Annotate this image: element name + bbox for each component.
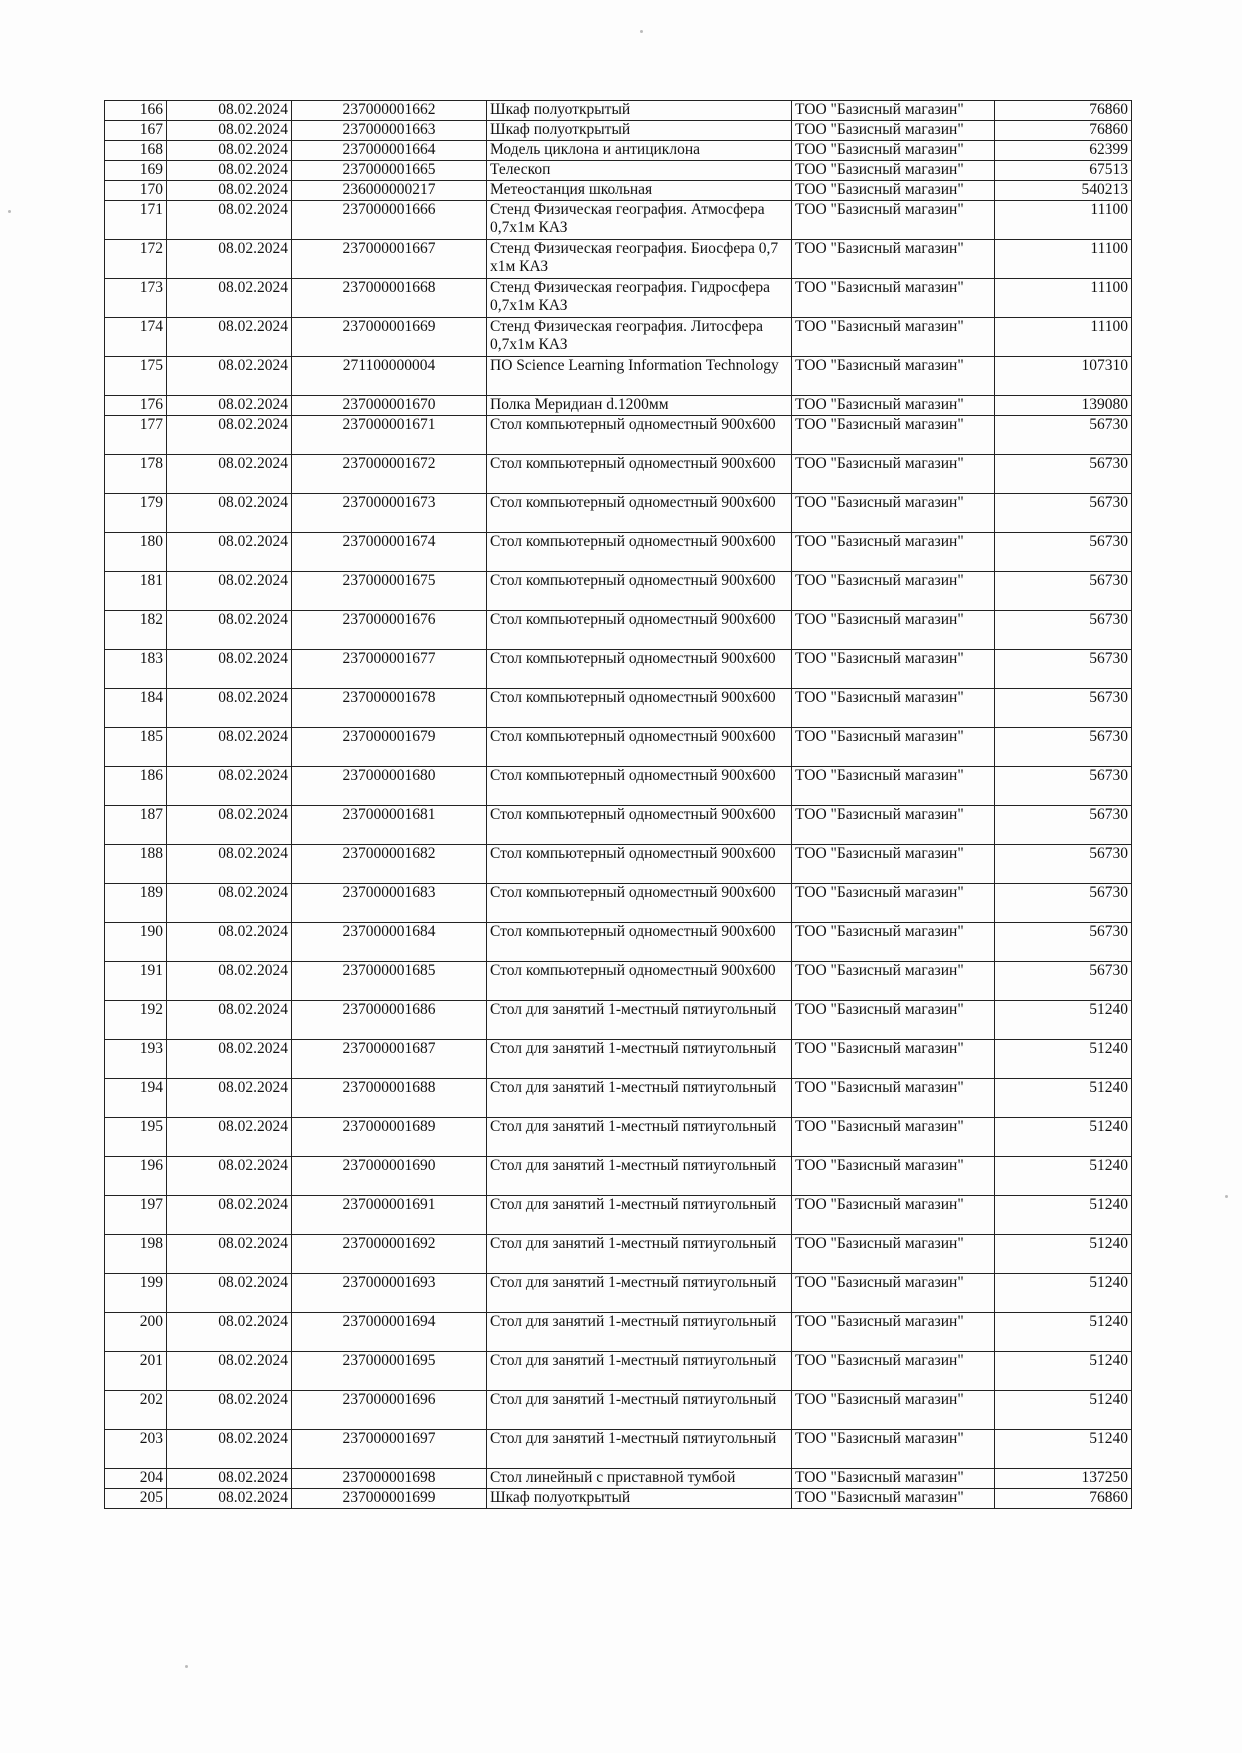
- inventory-number: 237000001681: [292, 806, 487, 845]
- row-date: 08.02.2024: [167, 1489, 292, 1509]
- scan-speck: [8, 210, 11, 213]
- item-amount: 51240: [995, 1040, 1132, 1079]
- inventory-number: 237000001694: [292, 1313, 487, 1352]
- row-number: 200: [105, 1313, 167, 1352]
- inventory-number: 237000001672: [292, 455, 487, 494]
- supplier-name: ТОО "Базисный магазин": [792, 1079, 995, 1118]
- item-amount: 56730: [995, 923, 1132, 962]
- table-row: [105, 318, 1132, 357]
- table-row: [105, 728, 1132, 767]
- table-row: [105, 962, 1132, 1001]
- item-name: Стол компьютерный одноместный 900x600: [487, 923, 792, 962]
- item-amount: 56730: [995, 962, 1132, 1001]
- supplier-name: ТОО "Базисный магазин": [792, 101, 995, 121]
- item-name: Стол компьютерный одноместный 900x600: [487, 533, 792, 572]
- supplier-name: ТОО "Базисный магазин": [792, 1001, 995, 1040]
- row-number: 189: [105, 884, 167, 923]
- row-date: 08.02.2024: [167, 533, 292, 572]
- item-name: Стол компьютерный одноместный 900x600: [487, 884, 792, 923]
- inventory-number: 237000001665: [292, 161, 487, 181]
- supplier-name: ТОО "Базисный магазин": [792, 1040, 995, 1079]
- inventory-number: 237000001699: [292, 1489, 487, 1509]
- item-name: Стол для занятий 1-местный пятиугольный: [487, 1118, 792, 1157]
- supplier-name: ТОО "Базисный магазин": [792, 923, 995, 962]
- table-row: [105, 1235, 1132, 1274]
- supplier-name: ТОО "Базисный магазин": [792, 161, 995, 181]
- item-name: Стол для занятий 1-местный пятиугольный: [487, 1352, 792, 1391]
- item-name: Метеостанция школьная: [487, 181, 792, 201]
- row-date: 08.02.2024: [167, 1196, 292, 1235]
- row-number: 181: [105, 572, 167, 611]
- inventory-number: 237000001671: [292, 416, 487, 455]
- table-row: [105, 1391, 1132, 1430]
- row-number: 169: [105, 161, 167, 181]
- inventory-number: 237000001667: [292, 240, 487, 279]
- item-name: Стол для занятий 1-местный пятиугольный: [487, 1430, 792, 1469]
- table-row: [105, 396, 1132, 416]
- item-name: Стенд Физическая география. Атмосфера 0,7x1м КАЗ: [487, 201, 792, 240]
- row-date: 08.02.2024: [167, 240, 292, 279]
- supplier-name: ТОО "Базисный магазин": [792, 689, 995, 728]
- supplier-name: ТОО "Базисный магазин": [792, 1352, 995, 1391]
- inventory-number: 237000001698: [292, 1469, 487, 1489]
- row-date: 08.02.2024: [167, 1274, 292, 1313]
- item-name: Шкаф полуоткрытый: [487, 101, 792, 121]
- row-number: 171: [105, 201, 167, 240]
- item-amount: 76860: [995, 121, 1132, 141]
- item-name: Стол компьютерный одноместный 900x600: [487, 416, 792, 455]
- inventory-number: 237000001676: [292, 611, 487, 650]
- table-row: [105, 1489, 1132, 1509]
- item-amount: 51240: [995, 1118, 1132, 1157]
- row-date: 08.02.2024: [167, 1469, 292, 1489]
- item-amount: 51240: [995, 1313, 1132, 1352]
- item-name: Стол компьютерный одноместный 900x600: [487, 572, 792, 611]
- row-date: 08.02.2024: [167, 650, 292, 689]
- item-amount: 51240: [995, 1001, 1132, 1040]
- row-number: 182: [105, 611, 167, 650]
- item-name: Шкаф полуоткрытый: [487, 121, 792, 141]
- supplier-name: ТОО "Базисный магазин": [792, 455, 995, 494]
- supplier-name: ТОО "Базисный магазин": [792, 767, 995, 806]
- row-number: 201: [105, 1352, 167, 1391]
- row-date: 08.02.2024: [167, 181, 292, 201]
- item-name: Модель циклона и антициклона: [487, 141, 792, 161]
- row-number: 178: [105, 455, 167, 494]
- table-row: [105, 416, 1132, 455]
- row-number: 196: [105, 1157, 167, 1196]
- table-row: [105, 494, 1132, 533]
- row-number: 197: [105, 1196, 167, 1235]
- table-row: [105, 611, 1132, 650]
- item-amount: 540213: [995, 181, 1132, 201]
- item-amount: 56730: [995, 884, 1132, 923]
- item-name: Стол компьютерный одноместный 900x600: [487, 689, 792, 728]
- item-name: Стол компьютерный одноместный 900x600: [487, 650, 792, 689]
- table-row: [105, 1274, 1132, 1313]
- table-row: [105, 533, 1132, 572]
- item-amount: 56730: [995, 533, 1132, 572]
- supplier-name: ТОО "Базисный магазин": [792, 1235, 995, 1274]
- table-row: [105, 923, 1132, 962]
- item-name: Стол для занятий 1-местный пятиугольный: [487, 1313, 792, 1352]
- item-name: Стол компьютерный одноместный 900x600: [487, 728, 792, 767]
- supplier-name: ТОО "Базисный магазин": [792, 1391, 995, 1430]
- item-amount: 56730: [995, 611, 1132, 650]
- item-name: Стол компьютерный одноместный 900x600: [487, 494, 792, 533]
- inventory-number: 237000001686: [292, 1001, 487, 1040]
- table-row: [105, 455, 1132, 494]
- supplier-name: ТОО "Базисный магазин": [792, 884, 995, 923]
- item-name: Стенд Физическая география. Биосфера 0,7 x1м КАЗ: [487, 240, 792, 279]
- table-row: [105, 141, 1132, 161]
- item-amount: 11100: [995, 240, 1132, 279]
- supplier-name: ТОО "Базисный магазин": [792, 1469, 995, 1489]
- row-number: 187: [105, 806, 167, 845]
- row-number: 186: [105, 767, 167, 806]
- row-number: 168: [105, 141, 167, 161]
- row-date: 08.02.2024: [167, 121, 292, 141]
- table-row: [105, 161, 1132, 181]
- item-name: Стол линейный с приставной тумбой: [487, 1469, 792, 1489]
- item-amount: 51240: [995, 1430, 1132, 1469]
- row-number: 170: [105, 181, 167, 201]
- row-number: 191: [105, 962, 167, 1001]
- item-amount: 51240: [995, 1391, 1132, 1430]
- table-row: [105, 357, 1132, 396]
- item-amount: 56730: [995, 494, 1132, 533]
- table-row: [105, 650, 1132, 689]
- item-name: Стол для занятий 1-местный пятиугольный: [487, 1079, 792, 1118]
- row-date: 08.02.2024: [167, 201, 292, 240]
- inventory-number: 237000001689: [292, 1118, 487, 1157]
- row-number: 177: [105, 416, 167, 455]
- item-amount: 51240: [995, 1196, 1132, 1235]
- supplier-name: ТОО "Базисный магазин": [792, 279, 995, 318]
- item-amount: 11100: [995, 279, 1132, 318]
- table-row: [105, 767, 1132, 806]
- row-number: 194: [105, 1079, 167, 1118]
- supplier-name: ТОО "Базисный магазин": [792, 728, 995, 767]
- inventory-number: 237000001684: [292, 923, 487, 962]
- supplier-name: ТОО "Базисный магазин": [792, 494, 995, 533]
- row-date: 08.02.2024: [167, 1430, 292, 1469]
- supplier-name: ТОО "Базисный магазин": [792, 962, 995, 1001]
- row-date: 08.02.2024: [167, 806, 292, 845]
- row-date: 08.02.2024: [167, 689, 292, 728]
- table-row: [105, 240, 1132, 279]
- inventory-number: 237000001679: [292, 728, 487, 767]
- row-date: 08.02.2024: [167, 767, 292, 806]
- row-number: 184: [105, 689, 167, 728]
- row-number: 199: [105, 1274, 167, 1313]
- row-date: 08.02.2024: [167, 611, 292, 650]
- row-number: 183: [105, 650, 167, 689]
- item-amount: 56730: [995, 806, 1132, 845]
- supplier-name: ТОО "Базисный магазин": [792, 318, 995, 357]
- item-amount: 11100: [995, 201, 1132, 240]
- item-amount: 11100: [995, 318, 1132, 357]
- row-date: 08.02.2024: [167, 1040, 292, 1079]
- row-number: 172: [105, 240, 167, 279]
- supplier-name: ТОО "Базисный магазин": [792, 1313, 995, 1352]
- supplier-name: ТОО "Базисный магазин": [792, 357, 995, 396]
- row-date: 08.02.2024: [167, 1313, 292, 1352]
- row-number: 203: [105, 1430, 167, 1469]
- row-date: 08.02.2024: [167, 101, 292, 121]
- table-row: [105, 181, 1132, 201]
- row-date: 08.02.2024: [167, 884, 292, 923]
- row-number: 195: [105, 1118, 167, 1157]
- inventory-number: 237000001696: [292, 1391, 487, 1430]
- supplier-name: ТОО "Базисный магазин": [792, 416, 995, 455]
- row-date: 08.02.2024: [167, 1352, 292, 1391]
- supplier-name: ТОО "Базисный магазин": [792, 141, 995, 161]
- row-number: 198: [105, 1235, 167, 1274]
- item-name: Стол компьютерный одноместный 900x600: [487, 845, 792, 884]
- item-name: Стол компьютерный одноместный 900x600: [487, 962, 792, 1001]
- table-row: [105, 1157, 1132, 1196]
- row-date: 08.02.2024: [167, 416, 292, 455]
- table-row: [105, 1352, 1132, 1391]
- item-name: Стол компьютерный одноместный 900x600: [487, 767, 792, 806]
- table-row: [105, 1469, 1132, 1489]
- inventory-number: 237000001697: [292, 1430, 487, 1469]
- item-amount: 56730: [995, 572, 1132, 611]
- supplier-name: ТОО "Базисный магазин": [792, 845, 995, 884]
- row-date: 08.02.2024: [167, 845, 292, 884]
- item-amount: 139080: [995, 396, 1132, 416]
- row-date: 08.02.2024: [167, 728, 292, 767]
- item-amount: 62399: [995, 141, 1132, 161]
- inventory-number: 237000001691: [292, 1196, 487, 1235]
- supplier-name: ТОО "Базисный магазин": [792, 806, 995, 845]
- table-row: [105, 845, 1132, 884]
- table-row: [105, 1118, 1132, 1157]
- item-name: Стенд Физическая география. Литосфера 0,7x1м КАЗ: [487, 318, 792, 357]
- item-amount: 51240: [995, 1079, 1132, 1118]
- item-amount: 56730: [995, 455, 1132, 494]
- inventory-number: 237000001675: [292, 572, 487, 611]
- row-number: 179: [105, 494, 167, 533]
- inventory-number: 237000001673: [292, 494, 487, 533]
- inventory-number: 237000001668: [292, 279, 487, 318]
- item-name: Шкаф полуоткрытый: [487, 1489, 792, 1509]
- row-number: 167: [105, 121, 167, 141]
- inventory-number: 237000001683: [292, 884, 487, 923]
- row-number: 202: [105, 1391, 167, 1430]
- scan-speck: [640, 30, 643, 33]
- inventory-number: 237000001685: [292, 962, 487, 1001]
- item-amount: 56730: [995, 728, 1132, 767]
- inventory-number: 237000001692: [292, 1235, 487, 1274]
- row-date: 08.02.2024: [167, 1118, 292, 1157]
- row-date: 08.02.2024: [167, 1001, 292, 1040]
- row-number: 176: [105, 396, 167, 416]
- inventory-number: 237000001690: [292, 1157, 487, 1196]
- row-number: 192: [105, 1001, 167, 1040]
- table-row: [105, 1196, 1132, 1235]
- item-name: Стол для занятий 1-местный пятиугольный: [487, 1040, 792, 1079]
- table-row: [105, 121, 1132, 141]
- table-row: [105, 1313, 1132, 1352]
- table-row: [105, 201, 1132, 240]
- inventory-number: 237000001678: [292, 689, 487, 728]
- supplier-name: ТОО "Базисный магазин": [792, 650, 995, 689]
- item-name: Стол компьютерный одноместный 900x600: [487, 611, 792, 650]
- row-number: 175: [105, 357, 167, 396]
- table-row: [105, 279, 1132, 318]
- supplier-name: ТОО "Базисный магазин": [792, 1430, 995, 1469]
- supplier-name: ТОО "Базисный магазин": [792, 533, 995, 572]
- table-body: [105, 101, 1132, 1509]
- row-number: 185: [105, 728, 167, 767]
- item-amount: 107310: [995, 357, 1132, 396]
- row-date: 08.02.2024: [167, 318, 292, 357]
- table-row: [105, 1430, 1132, 1469]
- item-amount: 51240: [995, 1157, 1132, 1196]
- row-date: 08.02.2024: [167, 962, 292, 1001]
- item-amount: 51240: [995, 1274, 1132, 1313]
- inventory-number: 237000001664: [292, 141, 487, 161]
- item-name: Стол компьютерный одноместный 900x600: [487, 455, 792, 494]
- table-row: [105, 101, 1132, 121]
- row-date: 08.02.2024: [167, 1079, 292, 1118]
- inventory-number: 237000001693: [292, 1274, 487, 1313]
- item-name: Стол для занятий 1-местный пятиугольный: [487, 1391, 792, 1430]
- item-amount: 137250: [995, 1469, 1132, 1489]
- table-row: [105, 1079, 1132, 1118]
- row-date: 08.02.2024: [167, 494, 292, 533]
- row-date: 08.02.2024: [167, 141, 292, 161]
- row-number: 174: [105, 318, 167, 357]
- item-name: Стол для занятий 1-местный пятиугольный: [487, 1274, 792, 1313]
- inventory-number: 237000001695: [292, 1352, 487, 1391]
- supplier-name: ТОО "Базисный магазин": [792, 181, 995, 201]
- table-row: [105, 1040, 1132, 1079]
- asset-register-table: [104, 100, 1132, 1509]
- item-name: ПО Science Learning Information Technology: [487, 357, 792, 396]
- inventory-number: 271100000004: [292, 357, 487, 396]
- item-name: Полка Меридиан d.1200мм: [487, 396, 792, 416]
- inventory-number: 237000001680: [292, 767, 487, 806]
- inventory-number: 237000001688: [292, 1079, 487, 1118]
- row-date: 08.02.2024: [167, 572, 292, 611]
- inventory-number: 237000001674: [292, 533, 487, 572]
- inventory-number: 237000001663: [292, 121, 487, 141]
- inventory-number: 237000001669: [292, 318, 487, 357]
- supplier-name: ТОО "Базисный магазин": [792, 1274, 995, 1313]
- item-amount: 56730: [995, 845, 1132, 884]
- inventory-number: 237000001670: [292, 396, 487, 416]
- supplier-name: ТОО "Базисный магазин": [792, 201, 995, 240]
- row-date: 08.02.2024: [167, 455, 292, 494]
- table-row: [105, 884, 1132, 923]
- item-amount: 76860: [995, 101, 1132, 121]
- row-number: 173: [105, 279, 167, 318]
- inventory-number: 237000001687: [292, 1040, 487, 1079]
- item-name: Стол для занятий 1-местный пятиугольный: [487, 1157, 792, 1196]
- supplier-name: ТОО "Базисный магазин": [792, 1196, 995, 1235]
- item-name: Стол для занятий 1-местный пятиугольный: [487, 1235, 792, 1274]
- item-amount: 56730: [995, 650, 1132, 689]
- row-number: 204: [105, 1469, 167, 1489]
- scan-speck: [1225, 1195, 1228, 1198]
- row-date: 08.02.2024: [167, 1235, 292, 1274]
- inventory-number: 236000000217: [292, 181, 487, 201]
- supplier-name: ТОО "Базисный магазин": [792, 572, 995, 611]
- supplier-name: ТОО "Базисный магазин": [792, 396, 995, 416]
- inventory-number: 237000001677: [292, 650, 487, 689]
- table-row: [105, 689, 1132, 728]
- row-number: 205: [105, 1489, 167, 1509]
- supplier-name: ТОО "Базисный магазин": [792, 121, 995, 141]
- scan-speck: [185, 1665, 188, 1668]
- item-name: Стол для занятий 1-местный пятиугольный: [487, 1001, 792, 1040]
- row-number: 180: [105, 533, 167, 572]
- supplier-name: ТОО "Базисный магазин": [792, 240, 995, 279]
- supplier-name: ТОО "Базисный магазин": [792, 611, 995, 650]
- item-name: Стенд Физическая география. Гидросфера 0,7x1м КАЗ: [487, 279, 792, 318]
- row-date: 08.02.2024: [167, 1391, 292, 1430]
- row-number: 188: [105, 845, 167, 884]
- row-number: 193: [105, 1040, 167, 1079]
- row-number: 166: [105, 101, 167, 121]
- item-amount: 56730: [995, 689, 1132, 728]
- row-date: 08.02.2024: [167, 1157, 292, 1196]
- item-amount: 76860: [995, 1489, 1132, 1509]
- item-amount: 56730: [995, 416, 1132, 455]
- item-amount: 51240: [995, 1235, 1132, 1274]
- table-row: [105, 806, 1132, 845]
- row-date: 08.02.2024: [167, 396, 292, 416]
- item-amount: 51240: [995, 1352, 1132, 1391]
- item-amount: 67513: [995, 161, 1132, 181]
- item-name: Стол для занятий 1-местный пятиугольный: [487, 1196, 792, 1235]
- row-date: 08.02.2024: [167, 279, 292, 318]
- row-date: 08.02.2024: [167, 357, 292, 396]
- inventory-number: 237000001682: [292, 845, 487, 884]
- inventory-number: 237000001662: [292, 101, 487, 121]
- supplier-name: ТОО "Базисный магазин": [792, 1489, 995, 1509]
- row-date: 08.02.2024: [167, 923, 292, 962]
- row-number: 190: [105, 923, 167, 962]
- item-name: Стол компьютерный одноместный 900x600: [487, 806, 792, 845]
- row-date: 08.02.2024: [167, 161, 292, 181]
- table-row: [105, 1001, 1132, 1040]
- item-amount: 56730: [995, 767, 1132, 806]
- inventory-number: 237000001666: [292, 201, 487, 240]
- supplier-name: ТОО "Базисный магазин": [792, 1118, 995, 1157]
- table-row: [105, 572, 1132, 611]
- item-name: Телескоп: [487, 161, 792, 181]
- supplier-name: ТОО "Базисный магазин": [792, 1157, 995, 1196]
